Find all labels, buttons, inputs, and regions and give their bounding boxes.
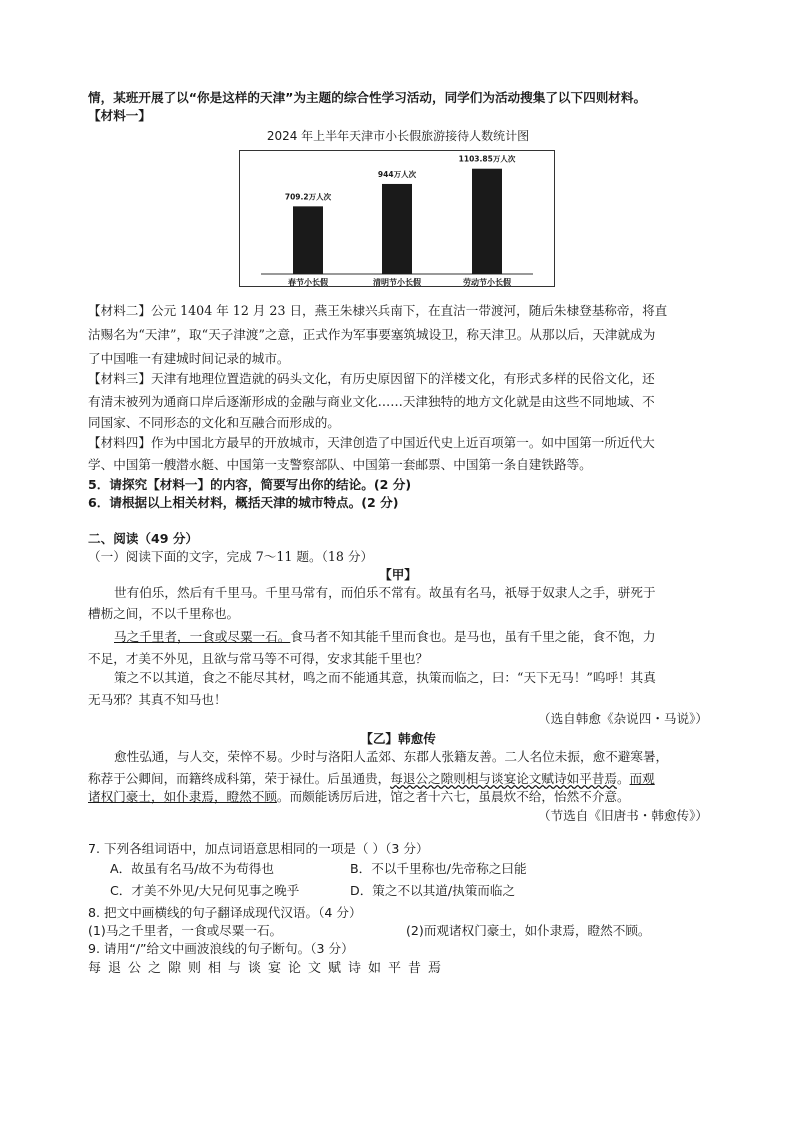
material2-line-2: 沽赐名为“天津”，取“天子津渡”之意，正式作为军事要塞筑城设卫，称天津卫。从那以后，天津就成为 [88, 327, 656, 342]
material1-label: 【材料一】 [88, 108, 151, 123]
material3-line-3: 同国家、不同形态的文化和互融合而形成的。 [88, 415, 340, 430]
data-label-1: 709.2万人次 [284, 192, 332, 202]
material3-line-1: 【材料三】天津有地理位置造就的码头文化，有历史原因留下的洋楼文化，有形式多样的民俗文化，还 [88, 371, 655, 386]
q8-items [88, 922, 708, 940]
question-7: 7. 下列各组词语中，加点词语意思相同的一项是（ ）（3 分） [88, 841, 429, 856]
q7-options-row-2 [110, 882, 708, 900]
yi-source: （节选自《旧唐书・韩愈传》） [537, 808, 708, 823]
question-6: 6．请根据以上相关材料，概括天津的城市特点。(2 分) [88, 495, 399, 510]
yi-line-3-rest: 。而颇能诱厉后进，馆之者十六七，虽晨炊不给，怡然不介意。 [276, 789, 630, 804]
jia-para2-line-2: 不足，才美不外见，且欲与常马等不可得，安求其能千里也？ [88, 651, 429, 666]
q7-option-d: D．策之不以其道/执策而临之 [350, 883, 516, 898]
question-5: 5．请探究【材料一】的内容，简要写出你的结论。(2 分) [88, 477, 412, 492]
intro-line: 情，某班开展了以“你是这样的天津”为主题的综合性学习活动，同学们为活动搜集了以下四则材料。 [88, 90, 647, 105]
category-label-1: 春节小长假 [288, 278, 328, 287]
question-9: 9. 请用“/”给文中画波浪线的句子断句。（3 分） [88, 941, 354, 956]
q8-item-1: (1)马之千里者，一食或尽粟一石。 [88, 923, 283, 938]
category-label-2: 清明节小长假 [373, 278, 421, 287]
underlined-sentence-2-end: 诸权门豪士，如仆隶焉，瞪然不顾 [88, 789, 277, 804]
jia-title: 【甲】 [379, 567, 417, 582]
chart-title: 2024 年上半年天津市小长假旅游接待人数统计图 [266, 129, 530, 143]
q7-option-b: B．不以千里称也/先帝称之曰能 [350, 861, 527, 876]
material2-line-3: 了中国唯一有建城时间记录的城市。 [88, 351, 290, 366]
jia-para2-line-1 [114, 628, 708, 646]
yi-title: 【乙】韩愈传 [360, 731, 436, 746]
bar-3 [472, 169, 502, 274]
material4-line-2: 学、中国第一艘潜水艇、中国第一支警察部队、中国第一套邮票、中国第一条自建铁路等。 [88, 457, 592, 472]
jia-para1-line-1: 世有伯乐，然后有千里马。千里马常有，而伯乐不常有。故虽有名马，祇辱于奴隶人之手，骈死于 [114, 585, 656, 600]
bar-1 [293, 206, 323, 274]
underlined-sentence-2-start: 而观 [629, 771, 655, 786]
jia-para1-line-2: 槽枥之间，不以千里称也。 [88, 606, 240, 621]
yi-line-2-a: 称荐于公卿间，而籍终成科第，荣于禄仕。后虽通贵， [88, 771, 391, 786]
yi-line-3 [88, 788, 708, 806]
jia-para3-line-2: 无马邪？其真不知马也！ [88, 692, 227, 707]
jia-para3-line-1: 策之不以其道，食之不能尽其材，鸣之而不能通其意，执策而临之，曰：“天下无马！”呜呼！其真 [114, 670, 656, 685]
q7-option-c: C．才美不外见/大兄何见事之晚乎 [110, 883, 300, 898]
material4-line-1: 【材料四】作为中国北方最早的开放城市，天津创造了中国近代史上近百项第一。如中国第一所近代大 [88, 435, 655, 450]
material3-line-2: 有清末被列为通商口岸后逐渐形成的金融与商业文化……天津独特的地方文化就是由这些不同地域、不 [88, 394, 655, 409]
tourism-bar-chart [239, 150, 555, 287]
underlined-sentence-1: 马之千里者，一食或尽粟一石。 [114, 629, 291, 644]
wavy-sentence: 每退公之隙则相与谈宴论文赋诗如平昔焉 [390, 771, 617, 786]
category-label-3: 劳动节小长假 [463, 278, 511, 287]
yi-line-2-b: 。 [616, 771, 630, 786]
q8-item-2: (2)而观诸权门豪士，如仆隶焉，瞪然不顾。 [406, 923, 651, 938]
yi-line-1: 愈性弘通，与人交，荣悴不易。少时与洛阳人孟郊、东郡人张籍友善。二人名位未振，愈不避寒暑， [114, 749, 669, 764]
data-label-2: 944万人次 [377, 169, 417, 179]
bar-2 [382, 184, 412, 274]
part-1-title: （一）阅读下面的文字，完成 7～11 题。（18 分） [88, 549, 374, 564]
data-label-3: 1103.85万人次 [458, 154, 516, 164]
q7-options-row-1 [110, 860, 708, 878]
jia-para2-rest: 食马者不知其能千里而食也。是马也，虽有千里之能，食不饱，力 [290, 629, 656, 644]
section-2-title: 二、阅读（49 分） [88, 531, 199, 546]
yi-line-2 [88, 770, 708, 788]
material2-line-1: 【材料二】公元 1404 年 12 月 23 日，燕王朱棣兴兵南下，在直沽一带渡河，随后朱棣登基称帝，将直 [88, 303, 668, 318]
q9-sentence: 每退公之隙则相与谈宴论文赋诗如平昔焉 [88, 961, 449, 976]
question-8: 8. 把文中画横线的句子翻译成现代汉语。（4 分） [88, 905, 362, 920]
q7-option-a: A．故虽有名马/故不为苟得也 [110, 861, 274, 876]
jia-source: （选自韩愈《杂说四・马说》） [537, 711, 708, 726]
